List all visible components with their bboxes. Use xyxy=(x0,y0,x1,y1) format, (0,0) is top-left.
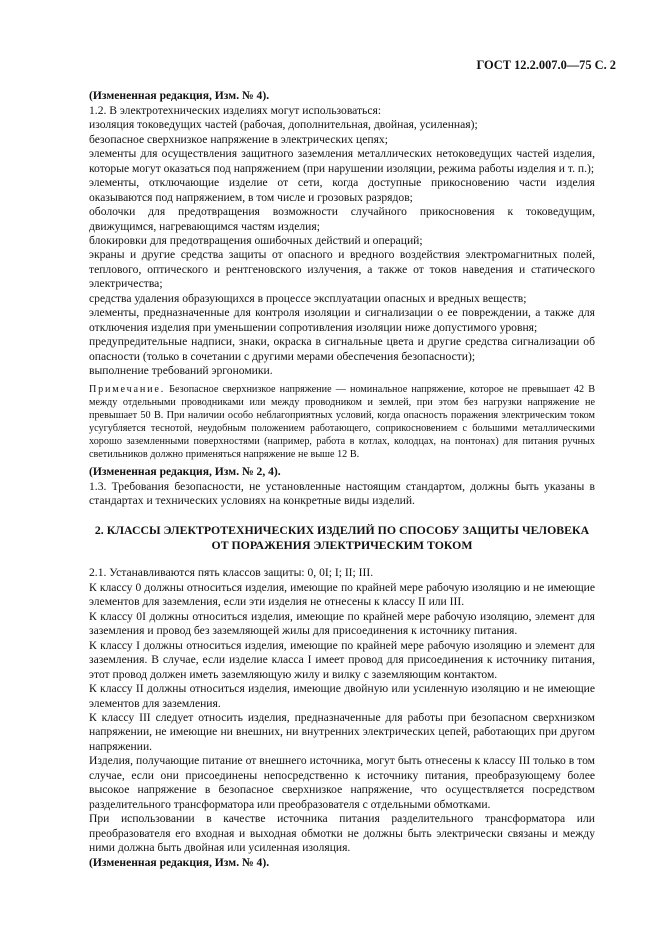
list-item: элементы, предназначенные для контроля изоляции и сигнализации о ее повреждении, а также для отключения изделия при уменьшении сопротивления изоляции ниже допустимого уровня; xyxy=(89,306,595,334)
external-supply-paragraph: Изделия, получающие питание от внешнего источника, могут быть отнесены к классу III только в том случае, если они присоединены непосредственно к источнику питания, преобразующему более высокое напряжение в безопасное сверхнизкое напряжение, что осуществляется посредством разделительного трансформатора или преобразователя с отдельными обмотками. xyxy=(89,754,595,811)
amendment-note: (Измененная редакция, Изм. № 4). xyxy=(89,855,270,869)
clause-2-1: 2.1. Устанавливаются пять классов защиты: 0, 0I; I; II; III. xyxy=(89,566,374,580)
amendment-note: (Измененная редакция, Изм. № 4). xyxy=(89,89,270,103)
list-item: безопасное сверхнизкое напряжение в электрических цепях; xyxy=(89,132,388,146)
class-ii-paragraph: К классу II должны относиться изделия, имеющие двойную или усиленную изоляцию и не имеющие элементов для заземления. xyxy=(89,682,595,710)
class-i-paragraph: К классу I должны относиться изделия, имеющие по крайней мере рабочую изоляцию и элемент для заземления. В случае, если изделие класса I имеет провод для присоединения к источнику питания, этот провод должен иметь заземляющую жилу и вилку с заземляющим контактом. xyxy=(89,638,595,681)
transformer-paragraph: При использовании в качестве источника питания разделительного трансформатора или преобразователя его входная и выходная обмотки не должны быть электрически связаны и между ними должна быть двойная или усиленная изоляция. xyxy=(89,812,595,855)
list-item: оболочки для предотвращения возможности случайного прикосновения к токоведущим, движущимся, нагревающимся частям изделия; xyxy=(89,205,595,233)
page-header: ГОСТ 12.2.007.0—75 С. 2 xyxy=(476,58,616,72)
note-label: Примечание. xyxy=(89,383,166,395)
section-title-line: ОТ ПОРАЖЕНИЯ ЭЛЕКТРИЧЕСКИМ ТОКОМ xyxy=(211,537,473,552)
list-item: блокировки для предотвращения ошибочных действий и операций; xyxy=(89,233,423,247)
list-item: элементы для осуществления защитного заземления металлических нетоковедущих частей изделия, которые могут оказаться под напряжением (при нарушении изоляции, режима работы изделия и т. п.); xyxy=(89,147,595,175)
list-item: средства удаления образующихся в процессе эксплуатации опасных и вредных веществ; xyxy=(89,291,527,305)
class-iii-paragraph: К классу III следует относить изделия, предназначенные для работы при безопасном сверхнизком напряжении, не имеющие ни внешних, ни внутренних электрических цепей, работающих при другом напряжении. xyxy=(89,710,595,753)
clause-1-2: 1.2. В электротехнических изделиях могут использоваться: xyxy=(89,103,382,117)
list-item: выполнение требований эргономики. xyxy=(89,364,273,378)
note-text: Безопасное сверхнизкое напряжение — номинальное напряжение, которое не превышает 42 В между отдельными проводниками или между проводником и землей, при этом без нагрузки напряжение не превышает 50 В. При наличии особо неблагоприятных условий, когда опасность поражения электрическим током усугубляется теснотой, неудобным положением работающего, соприкосновением с большими металлическими хорошо заземленными поверхностями (например, работа в котлах, колодцах, на понтонах) для питания ручных светильников должно применяться напряжение не выше 12 В. xyxy=(89,383,595,460)
section-2-title xyxy=(89,523,595,552)
list-item: предупредительные надписи, знаки, окраска в сигнальные цвета и другие средства сигнализации об опасности (только в сочетании с другими мерами обеспечения безопасности); xyxy=(89,335,595,363)
class-0-paragraph: К классу 0 должны относиться изделия, имеющие по крайней мере рабочую изоляцию и не имеющие элементов для заземления, если эти изделия не отнесены к классу II или III. xyxy=(89,580,595,609)
list-item: изоляция токоведущих частей (рабочая, дополнительная, двойная, усиленная); xyxy=(89,118,478,132)
list-item: экраны и другие средства защиты от опасного и вредного воздействия электромагнитных полей, теплового, оптического и рентгеновского излучения, а также от токов наведения и статического электричества; xyxy=(89,248,595,291)
section-title-line: 2. КЛАССЫ ЭЛЕКТРОТЕХНИЧЕСКИХ ИЗДЕЛИЙ ПО СПОСОБУ ЗАЩИТЫ ЧЕЛОВЕКА xyxy=(94,523,590,538)
amendment-note: (Измененная редакция, Изм. № 2, 4). xyxy=(89,465,281,479)
list-item: элементы, отключающие изделие от сети, когда доступные прикосновению части изделия оказываются под напряжением, в том числе и грозовых разрядов; xyxy=(89,176,595,204)
clause-1-3: 1.3. Требования безопасности, не установленные настоящим стандартом, должны быть указаны в стандартах и технических условиях на конкретные виды изделий. xyxy=(89,479,595,507)
class-0i-paragraph: К классу 0I должны относиться изделия, имеющие по крайней мере рабочую изоляцию, элемент для заземления и провод без заземляющей жилы для присоединения к источнику питания. xyxy=(89,609,595,638)
note-paragraph xyxy=(89,383,595,462)
